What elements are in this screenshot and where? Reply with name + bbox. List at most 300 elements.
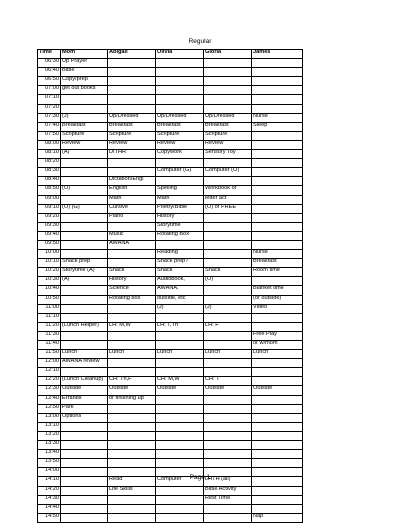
cell-gloria	[204, 95, 252, 104]
cell-mom: (O)	[61, 186, 108, 195]
cell-james	[252, 368, 303, 377]
cell-olivia: Audiobook,	[156, 277, 204, 286]
table-row	[38, 168, 303, 177]
cell-time: 11:10	[38, 313, 61, 322]
cell-james	[252, 159, 303, 168]
cell-gloria	[204, 231, 252, 240]
cell-abigail	[108, 250, 156, 259]
cell-james	[252, 459, 303, 468]
cell-abigail	[108, 159, 156, 168]
cell-time: 07:40	[38, 122, 61, 131]
cell-mom: Storytime (A)	[61, 268, 108, 277]
cell-gloria	[204, 68, 252, 77]
cell-mom: (A)	[61, 150, 108, 159]
cell-james: Blanket time	[252, 286, 303, 295]
cell-gloria: CH: T	[204, 377, 252, 386]
cell-abigail: Cursive	[108, 204, 156, 213]
cell-gloria: Snack	[204, 268, 252, 277]
cell-mom: Errands	[61, 395, 108, 404]
cell-abigail	[108, 86, 156, 95]
cell-gloria	[204, 404, 252, 413]
cell-gloria	[204, 77, 252, 86]
cell-time: 09:00	[38, 195, 61, 204]
cell-mom: Copy/prep	[61, 77, 108, 86]
cell-abigail	[108, 222, 156, 231]
cell-abigail	[108, 450, 156, 459]
cell-james	[252, 213, 303, 222]
cell-gloria	[204, 459, 252, 468]
cell-james: Nap	[252, 513, 303, 522]
table-row	[38, 431, 303, 440]
cell-abigail: Lunch	[108, 350, 156, 359]
cell-mom: (J)	[61, 113, 108, 122]
table-row	[38, 104, 303, 113]
cell-olivia	[156, 313, 204, 322]
cell-abigail	[108, 313, 156, 322]
cell-james	[252, 59, 303, 68]
cell-gloria	[204, 441, 252, 450]
cell-abigail	[108, 304, 156, 313]
cell-gloria	[204, 240, 252, 249]
table-row	[38, 313, 303, 322]
cell-mom: Options	[61, 413, 108, 422]
cell-time: 12:10	[38, 368, 61, 377]
cell-olivia	[156, 68, 204, 77]
cell-james: Nurse	[252, 250, 303, 259]
cell-time: 11:40	[38, 341, 61, 350]
cell-abigail: Read	[108, 477, 156, 486]
cell-mom	[61, 313, 108, 322]
cell-abigail	[108, 77, 156, 86]
cell-olivia	[156, 404, 204, 413]
cell-time: 09:30	[38, 222, 61, 231]
cell-abigail	[108, 404, 156, 413]
cell-james	[252, 450, 303, 459]
cell-mom	[61, 304, 108, 313]
cell-gloria	[204, 295, 252, 304]
cell-mom	[61, 195, 108, 204]
cell-olivia	[156, 495, 204, 504]
cell-gloria: Breakfast	[204, 122, 252, 131]
table-row	[38, 195, 303, 204]
cell-gloria: letter act	[204, 195, 252, 204]
cell-abigail	[108, 441, 156, 450]
cell-gloria	[204, 59, 252, 68]
cell-abigail: Piano	[108, 213, 156, 222]
page-footer: Page 1	[189, 474, 211, 481]
cell-mom: Outside	[61, 386, 108, 395]
cell-abigail: Up/Dressed	[108, 113, 156, 122]
cell-gloria	[204, 104, 252, 113]
cell-abigail	[108, 95, 156, 104]
cell-time: 07:20	[38, 104, 61, 113]
cell-time: 09:20	[38, 213, 61, 222]
cell-olivia: Snack	[156, 268, 204, 277]
table-row	[38, 495, 303, 504]
cell-james	[252, 150, 303, 159]
cell-olivia: outside, etc	[156, 295, 204, 304]
cell-olivia	[156, 413, 204, 422]
cell-abigail	[108, 459, 156, 468]
cell-abigail	[108, 68, 156, 77]
cell-gloria: Up/Dressed	[204, 113, 252, 122]
cell-abigail: or finishing up	[108, 395, 156, 404]
cell-james	[252, 422, 303, 431]
cell-james: Outside	[252, 386, 303, 395]
cell-james	[252, 431, 303, 440]
cell-olivia	[156, 504, 204, 513]
cell-mom: Scripture	[61, 131, 108, 140]
cell-gloria: Review	[204, 140, 252, 149]
cell-abigail: AWANA	[108, 240, 156, 249]
cell-olivia	[156, 441, 204, 450]
cell-time: 09:10	[38, 204, 61, 213]
cell-time: 07:50	[38, 131, 61, 140]
cell-james: Nurse	[252, 113, 303, 122]
cell-time: 12:30	[38, 386, 61, 395]
cell-olivia: History	[156, 213, 204, 222]
cell-olivia	[156, 422, 204, 431]
cell-olivia: CH: M,W	[156, 377, 204, 386]
cell-james	[252, 204, 303, 213]
cell-mom: get out books	[61, 86, 108, 95]
cell-gloria: Sensory Toy	[204, 150, 252, 159]
cell-abigail	[108, 104, 156, 113]
cell-olivia	[156, 331, 204, 340]
cell-time: 12:50	[38, 404, 61, 413]
cell-time: 06:40	[38, 68, 61, 77]
cell-time: 09:40	[38, 231, 61, 240]
cell-mom	[61, 95, 108, 104]
cell-mom: Lunch	[61, 350, 108, 359]
cell-james	[252, 95, 303, 104]
cell-james	[252, 195, 303, 204]
cell-gloria	[204, 313, 252, 322]
cell-time: 13:30	[38, 441, 61, 450]
cell-james	[252, 495, 303, 504]
cell-gloria	[204, 213, 252, 222]
cell-olivia	[156, 359, 204, 368]
cell-abigail: Science	[108, 286, 156, 295]
cell-mom	[61, 213, 108, 222]
cell-time: 12:40	[38, 395, 61, 404]
cell-time: 10:30	[38, 277, 61, 286]
cell-time: 14:40	[38, 504, 61, 513]
cell-time: 10:40	[38, 286, 61, 295]
cell-gloria: LHTH (all)	[204, 477, 252, 486]
cell-abigail	[108, 422, 156, 431]
cell-james	[252, 231, 303, 240]
cell-mom	[61, 486, 108, 495]
header-gloria: Gloria	[204, 50, 252, 59]
cell-olivia: Up/Dressed	[156, 113, 204, 122]
table-row	[38, 450, 303, 459]
header-abigail: Abigail	[108, 50, 156, 59]
cell-james	[252, 413, 303, 422]
cell-time: 06:30	[38, 59, 61, 68]
header-james: James	[252, 50, 303, 59]
cell-time: 10:50	[38, 295, 61, 304]
cell-james: Video	[252, 304, 303, 313]
cell-abigail: Music	[108, 231, 156, 240]
table-row	[38, 213, 303, 222]
cell-time: 13:20	[38, 431, 61, 440]
cell-gloria	[204, 359, 252, 368]
cell-abigail: Snack	[108, 268, 156, 277]
cell-abigail	[108, 413, 156, 422]
table-row	[38, 231, 303, 240]
cell-james: Free Play	[252, 331, 303, 340]
cell-james	[252, 359, 303, 368]
table-row	[38, 395, 303, 404]
cell-gloria	[204, 450, 252, 459]
cell-time: 08:20	[38, 159, 61, 168]
table-row	[38, 404, 303, 413]
cell-abigail: Outside	[108, 386, 156, 395]
cell-mom	[61, 295, 108, 304]
cell-mom	[61, 504, 108, 513]
cell-olivia	[156, 450, 204, 459]
cell-olivia: Spelling	[156, 186, 204, 195]
cell-mom: AWANA review	[61, 359, 108, 368]
cell-abigail: Review	[108, 140, 156, 149]
cell-gloria: (O)	[204, 277, 252, 286]
cell-time: 14:50	[38, 513, 61, 522]
cell-james: Room time	[252, 268, 303, 277]
cell-olivia: Outside	[156, 386, 204, 395]
cell-mom	[61, 222, 108, 231]
cell-james: Breakfast	[252, 259, 303, 268]
cell-mom: (O) (G)	[61, 204, 108, 213]
cell-gloria	[204, 422, 252, 431]
cell-mom: Review	[61, 140, 108, 149]
cell-mom: Snack prep	[61, 259, 108, 268]
cell-olivia	[156, 86, 204, 95]
cell-time: 13:50	[38, 459, 61, 468]
cell-james	[252, 86, 303, 95]
cell-james	[252, 104, 303, 113]
cell-time: 12:00	[38, 359, 61, 368]
table-row	[38, 413, 303, 422]
cell-olivia	[156, 459, 204, 468]
cell-time: 08:10	[38, 150, 61, 159]
cell-mom: Bible	[61, 68, 108, 77]
cell-gloria: LH: F	[204, 322, 252, 331]
cell-james	[252, 441, 303, 450]
cell-gloria	[204, 250, 252, 259]
table-row	[38, 295, 303, 304]
cell-james	[252, 168, 303, 177]
cell-abigail: Breakfast	[108, 122, 156, 131]
cell-abigail: Dictation/Engl	[108, 177, 156, 186]
cell-mom	[61, 495, 108, 504]
cell-abigail: English	[108, 186, 156, 195]
table-row	[38, 222, 303, 231]
cell-gloria: Lunch	[204, 350, 252, 359]
cell-gloria: (O) or FREE	[204, 204, 252, 213]
cell-time: 13:00	[38, 413, 61, 422]
cell-time: 13:40	[38, 450, 61, 459]
cell-mom	[61, 240, 108, 249]
cell-olivia: Review	[156, 140, 204, 149]
cell-olivia: Storytime	[156, 222, 204, 231]
cell-olivia: Poetry/Bible	[156, 204, 204, 213]
table-row	[38, 504, 303, 513]
table-row	[38, 359, 303, 368]
cell-time: 10:10	[38, 259, 61, 268]
cell-gloria	[204, 431, 252, 440]
cell-olivia: Computer	[156, 477, 204, 486]
cell-mom	[61, 168, 108, 177]
cell-mom	[61, 422, 108, 431]
table-row	[38, 304, 303, 313]
cell-olivia	[156, 95, 204, 104]
cell-olivia: AWANA,	[156, 286, 204, 295]
cell-abigail	[108, 59, 156, 68]
cell-james	[252, 486, 303, 495]
cell-time: 07:30	[38, 113, 61, 122]
cell-gloria	[204, 395, 252, 404]
cell-gloria: (J)	[204, 304, 252, 313]
table-row	[38, 486, 303, 495]
cell-james	[252, 504, 303, 513]
cell-olivia: (J)	[156, 304, 204, 313]
cell-gloria	[204, 222, 252, 231]
cell-abigail: CH: Th,F	[108, 377, 156, 386]
cell-james	[252, 186, 303, 195]
cell-mom	[61, 431, 108, 440]
cell-time: 06:50	[38, 77, 61, 86]
cell-time: 08:30	[38, 168, 61, 177]
cell-time: 14:10	[38, 477, 61, 486]
cell-james	[252, 140, 303, 149]
cell-abigail: LH: M,W	[108, 322, 156, 331]
cell-mom	[61, 459, 108, 468]
cell-james	[252, 404, 303, 413]
cell-james	[252, 313, 303, 322]
cell-time: 07:00	[38, 86, 61, 95]
cell-abigail: Scripture	[108, 131, 156, 140]
cell-mom: Breakfast	[61, 122, 108, 131]
schedule-table	[37, 49, 303, 523]
cell-mom: (Lunch Cleanup)	[61, 377, 108, 386]
cell-time: 11:20	[38, 322, 61, 331]
cell-mom	[61, 450, 108, 459]
page-title: Regular	[188, 38, 212, 45]
cell-olivia	[156, 59, 204, 68]
cell-time: 08:50	[38, 186, 61, 195]
cell-abigail	[108, 495, 156, 504]
cell-olivia: LH: T,Th	[156, 322, 204, 331]
cell-gloria	[204, 504, 252, 513]
cell-olivia: Math	[156, 195, 204, 204]
table-row	[38, 59, 303, 68]
cell-time: 08:00	[38, 140, 61, 149]
cell-james	[252, 222, 303, 231]
cell-mom: (A)	[61, 277, 108, 286]
cell-time: 10:20	[38, 268, 61, 277]
cell-time: 14:00	[38, 468, 61, 477]
cell-olivia: Rotating Box	[156, 231, 204, 240]
cell-time: 13:10	[38, 422, 61, 431]
cell-time: 14:20	[38, 486, 61, 495]
cell-mom: Park	[61, 404, 108, 413]
table-row	[38, 150, 303, 159]
cell-olivia	[156, 395, 204, 404]
cell-time: 09:50	[38, 240, 61, 249]
table-row	[38, 459, 303, 468]
table-row	[38, 441, 303, 450]
cell-time: 10:00	[38, 250, 61, 259]
cell-mom: (Lunch Helper)	[61, 322, 108, 331]
cell-gloria	[204, 86, 252, 95]
cell-gloria	[204, 286, 252, 295]
cell-gloria: Workbook or	[204, 186, 252, 195]
cell-gloria	[204, 331, 252, 340]
cell-gloria: Outside	[204, 386, 252, 395]
header-time: Time	[38, 50, 61, 59]
cell-abigail	[108, 504, 156, 513]
cell-james	[252, 77, 303, 86]
table-row	[38, 122, 303, 131]
cell-gloria: Rest Time	[204, 495, 252, 504]
cell-gloria: Computer (O)	[204, 168, 252, 177]
cell-mom	[61, 441, 108, 450]
table-row	[38, 95, 303, 104]
cell-time: 11:30	[38, 331, 61, 340]
cell-abigail	[108, 331, 156, 340]
cell-james	[252, 131, 303, 140]
cell-time: 07:10	[38, 95, 61, 104]
cell-abigail	[108, 431, 156, 440]
cell-abigail: Rotating box	[108, 295, 156, 304]
cell-mom	[61, 104, 108, 113]
cell-gloria	[204, 413, 252, 422]
cell-mom: Up Prayer	[61, 59, 108, 68]
schedule-body	[38, 59, 303, 523]
cell-abigail: Math	[108, 195, 156, 204]
cell-abigail: History	[108, 277, 156, 286]
cell-olivia	[156, 431, 204, 440]
cell-olivia: Breakfast	[156, 122, 204, 131]
cell-james: Lunch	[252, 350, 303, 359]
table-row	[38, 386, 303, 395]
header-olivia: Olivia	[156, 50, 204, 59]
cell-james: or w/mom	[252, 341, 303, 350]
cell-time: 12:20	[38, 377, 61, 386]
cell-olivia: Computer (G)	[156, 168, 204, 177]
cell-olivia	[156, 77, 204, 86]
header-mom: Mom	[61, 50, 108, 59]
cell-time: 11:50	[38, 350, 61, 359]
cell-mom	[61, 231, 108, 240]
table-row	[38, 186, 303, 195]
table-row	[38, 204, 303, 213]
cell-olivia	[156, 486, 204, 495]
cell-olivia: Reading	[156, 250, 204, 259]
cell-abigail: DITHR	[108, 150, 156, 159]
table-row	[38, 286, 303, 295]
cell-mom	[61, 331, 108, 340]
cell-mom	[61, 286, 108, 295]
cell-james: (or outside)	[252, 295, 303, 304]
cell-time: 14:30	[38, 495, 61, 504]
cell-olivia: Lunch	[156, 350, 204, 359]
cell-gloria: Bible Activity	[204, 486, 252, 495]
cell-olivia	[156, 104, 204, 113]
cell-olivia: Snack prep?	[156, 259, 204, 268]
table-row	[38, 86, 303, 95]
